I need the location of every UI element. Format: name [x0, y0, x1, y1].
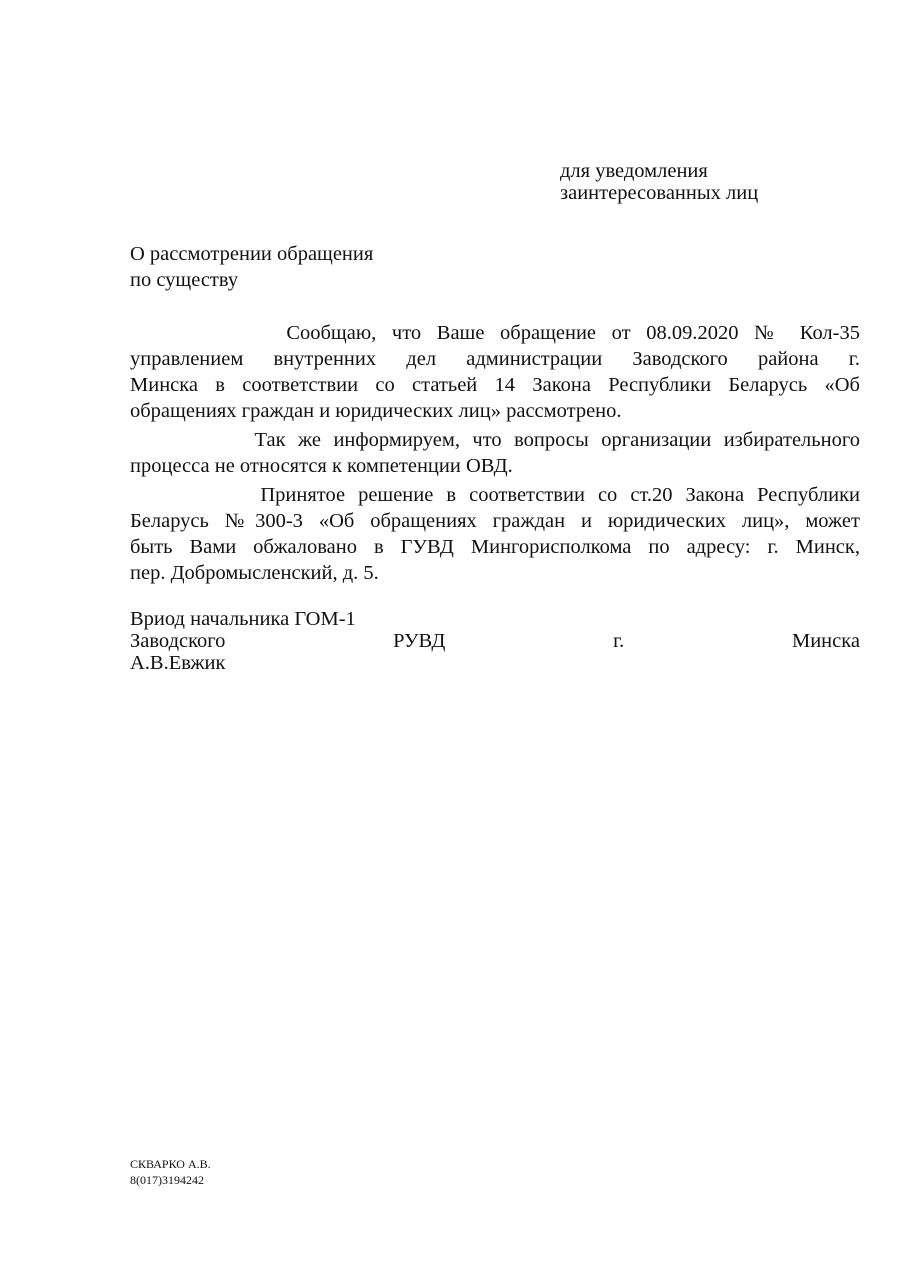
addressee-line: для уведомления — [560, 160, 708, 182]
letter-body — [130, 320, 860, 589]
addressee-block — [560, 160, 860, 204]
body-line: процесса не относятся к компетенции ОВД. — [130, 455, 513, 477]
body-line: Сообщаю, что Ваше обращение от 08.09.2020 № Кол-35 — [130, 322, 860, 344]
body-line: обращениях граждан и юридических лиц» рассмотрено. — [130, 400, 622, 422]
subject-line: О рассмотрении обращения — [130, 243, 374, 265]
addressee-line: заинтересованных лиц — [560, 182, 759, 204]
signature-title: Вриод начальника ГОМ-1 — [130, 608, 356, 630]
body-line: Минска в соответствии со статьей 14 Закона Республики Беларусь «Об — [130, 374, 860, 396]
body-line: Так же информируем, что вопросы организации избирательного — [130, 429, 860, 451]
body-line: Беларусь №300-3 «Об обращениях граждан и юридических лиц», может — [130, 510, 860, 532]
body-line: быть Вами обжаловано в ГУВД Мингорисполкома по адресу: г. Минск, — [130, 536, 860, 558]
subject-line: по существу — [130, 269, 239, 291]
executor-name: СКВАРКО А.В. — [130, 1157, 211, 1171]
executor-footer — [130, 1156, 211, 1188]
paragraph-3 — [130, 482, 860, 586]
body-line: Принятое решение в соответствии со ст.20 Закона Республики — [130, 484, 860, 506]
paragraph-2 — [130, 427, 860, 479]
body-line: пер. Добромысленский, д. 5. — [130, 562, 379, 584]
paragraph-1 — [130, 320, 860, 424]
signature-name: А.В.Евжик — [130, 652, 226, 674]
executor-phone: 8(017)3194242 — [130, 1173, 204, 1187]
signature-block — [130, 608, 860, 674]
body-line: управлением внутренних дел администрации Заводского района г. — [130, 348, 860, 370]
signature-department: Заводского РУВД г. Минска — [130, 630, 860, 652]
letter-subject — [130, 241, 530, 293]
